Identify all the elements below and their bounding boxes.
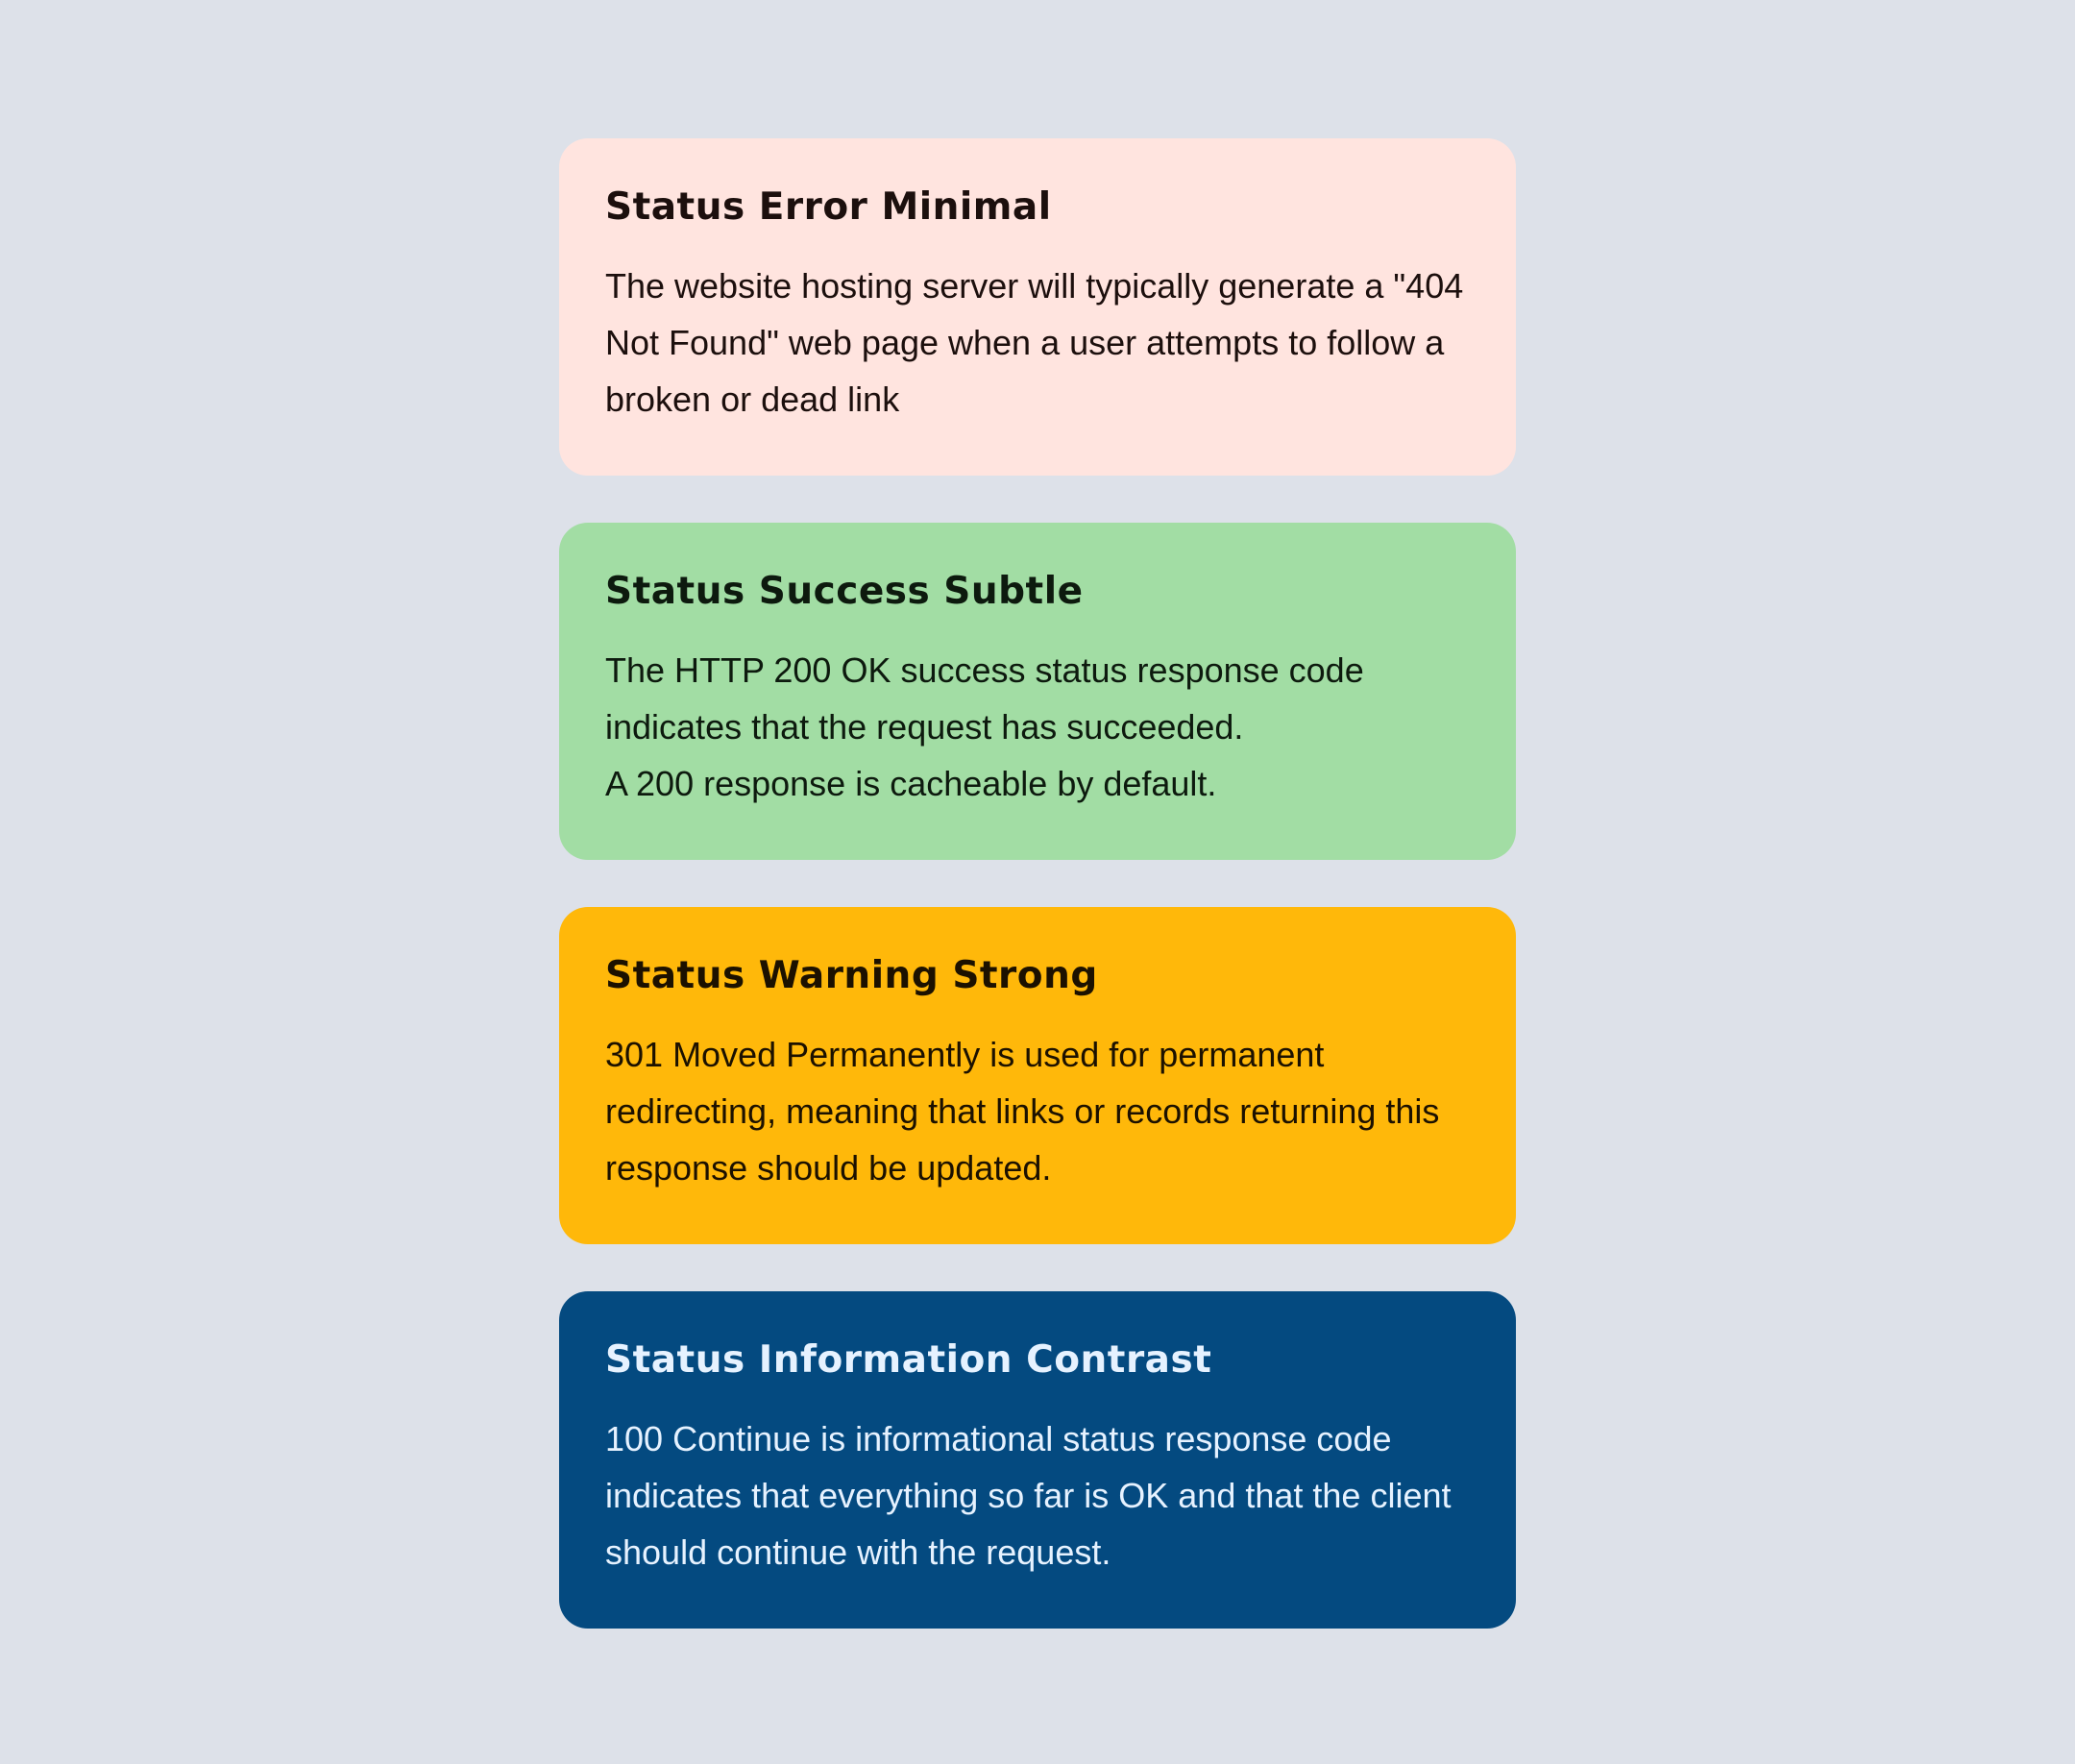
status-card-title: Status Warning Strong — [605, 954, 1098, 997]
status-card-title: Status Success Subtle — [605, 570, 1084, 613]
status-card-title: Status Error Minimal — [605, 185, 1052, 229]
status-card-message: The website hosting server will typically generate a "404 Not Found" web page when a user attempts to follow a broken or dead link — [605, 266, 1464, 419]
status-card-success — [559, 523, 1516, 860]
status-card-message: The HTTP 200 OK success status response code indicates that the request has succeeded. A 200 response is cacheable by default. — [605, 650, 1364, 803]
status-card-message: 301 Moved Permanently is used for permanent redirecting, meaning that links or records returning this response should be updated. — [605, 1035, 1440, 1188]
status-card-message: 100 Continue is informational status response code indicates that everything so far is OK and that the client should continue with the request. — [605, 1419, 1452, 1572]
status-card-title: Status Information Contrast — [605, 1338, 1212, 1382]
status-card-error — [559, 138, 1516, 476]
status-card-information — [559, 1291, 1516, 1629]
status-card-list — [559, 138, 1516, 1629]
status-card-warning — [559, 907, 1516, 1244]
